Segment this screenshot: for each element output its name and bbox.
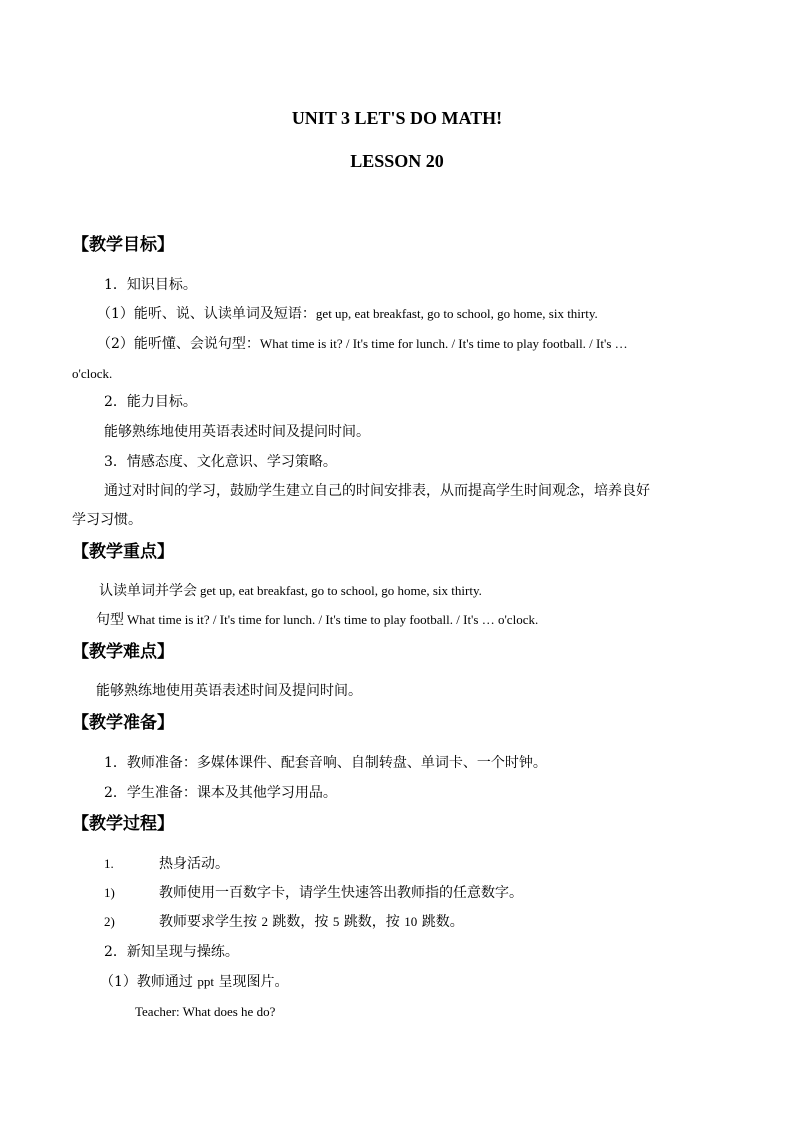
process-step-2-1-zh2: 呈现图片。 (218, 974, 289, 990)
section-heading-key-points: 【教学重点】 (72, 542, 174, 562)
key-point-sentences-en: What time is it? / It's time for lunch. / It's time to play football. / It's … o'clock. (127, 612, 539, 627)
preparation-teacher: 1．教师准备：多媒体课件、配套音响、自制转盘、单词卡、一个时钟。 (104, 755, 547, 771)
objective-knowledge-1-zh: （1）能听、说、认读单词及短语： (97, 306, 316, 322)
process-step-2-1-zh: （1）教师通过 (100, 974, 193, 990)
objective-ability: 2．能力目标。 (104, 394, 197, 410)
objective-knowledge-1 (97, 305, 598, 323)
objective-knowledge: 1．知识目标。 (104, 277, 197, 293)
key-point-words-zh: 认读单词并学会 (99, 583, 197, 599)
objective-knowledge-2-zh: （2）能听懂、会说句型： (97, 336, 260, 352)
process-substep-2-text-b: 跳数，按 (272, 914, 329, 930)
process-substep-2-text-c: 跳数，按 (343, 914, 400, 930)
process-step-1-number: 1. (104, 856, 114, 871)
objective-knowledge-2 (97, 335, 628, 353)
process-step-2-1 (100, 973, 288, 991)
process-substep-1-number: 1) (104, 885, 115, 900)
objective-attitude: 3．情感态度、文化意识、学习策略。 (104, 454, 337, 470)
document-title: UNIT 3 LET'S DO MATH! (291, 108, 503, 128)
process-substep-2 (104, 913, 464, 931)
section-heading-preparation: 【教学准备】 (72, 713, 174, 733)
key-point-words (99, 582, 482, 600)
process-substep-1-text: 教师使用一百数字卡，请学生快速答出教师指的任意数字。 (159, 885, 523, 901)
process-substep-2-n2: 5 (332, 914, 340, 929)
key-point-sentences-zh: 句型 (96, 612, 124, 628)
process-substep-2-number: 2) (104, 914, 115, 929)
dialogue-teacher-line: Teacher: What does he do? (135, 1004, 276, 1019)
preparation-student: 2．学生准备：课本及其他学习用品。 (104, 785, 337, 801)
objective-knowledge-1-en: get up, eat breakfast, go to school, go home, six thirty. (315, 306, 598, 321)
process-step-1-text: 热身活动。 (159, 856, 229, 872)
objective-attitude-text: 通过对时间的学习，鼓励学生建立自己的时间安排表，从而提高学生时间观念，培养良好 (104, 483, 650, 499)
section-heading-difficulties: 【教学难点】 (72, 642, 174, 662)
objective-attitude-text-cont: 学习习惯。 (72, 512, 142, 528)
objective-knowledge-2-en: What time is it? / It's time for lunch. / It's time to play football. / It's … (259, 336, 628, 351)
process-substep-2-text-a: 教师要求学生按 (159, 914, 257, 930)
objective-knowledge-2-cont: o'clock. (72, 366, 113, 381)
lesson-subtitle: LESSON 20 (350, 151, 444, 171)
process-step-1 (104, 855, 229, 873)
objective-ability-text: 能够熟练地使用英语表述时间及提问时间。 (104, 424, 370, 440)
process-step-2-1-en: ppt (197, 974, 214, 989)
process-step-2: 2．新知呈现与操练。 (104, 944, 239, 960)
process-substep-2-n3: 10 (404, 914, 418, 929)
key-point-words-en: get up, eat breakfast, go to school, go home, six thirty. (200, 583, 482, 598)
section-heading-process: 【教学过程】 (72, 814, 174, 834)
difficulty-text: 能够熟练地使用英语表述时间及提问时间。 (96, 683, 362, 699)
process-substep-1 (104, 884, 523, 902)
process-substep-2-text-d: 跳数。 (421, 914, 464, 930)
section-heading-objectives: 【教学目标】 (72, 235, 174, 255)
process-substep-2-n1: 2 (261, 914, 268, 929)
key-point-sentences (96, 611, 538, 629)
